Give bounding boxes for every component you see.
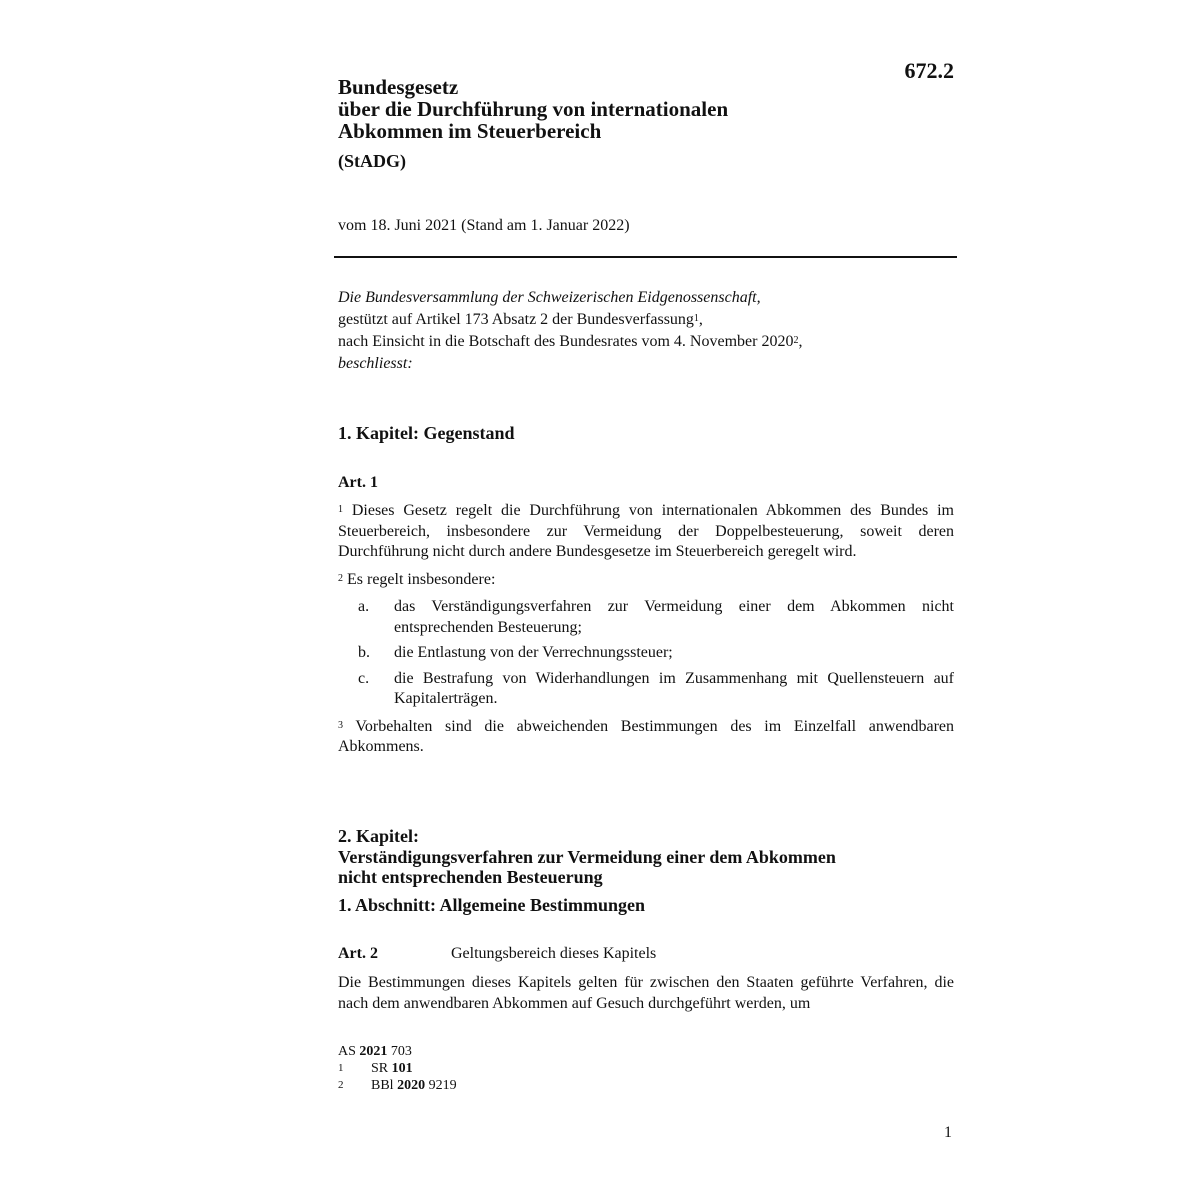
footnote-2: 2 BBl 2020 9219 (338, 1078, 457, 1093)
list-item: a. das Verständigungsverfahren zur Vermeidung einer dem Abkommen nicht entsprechenden Besteuerung; (358, 598, 954, 636)
preamble-decides: beschliesst: (338, 355, 413, 372)
law-title (338, 76, 728, 172)
preamble-basis: gestützt auf Artikel 173 Absatz 2 der Bundesverfassung$^1$, (338, 311, 703, 328)
article-1-para-1: $^1$ Dieses Gesetz regelt die Durchführung von internationalen Abkommen des Bundes im Steuerbereich, insbesondere zur Vermeidung der Doppelbesteuerung, soweit deren Durchführung nicht durch andere Bundesgesetze im Steuerbereich geregelt wird. (338, 502, 954, 560)
section-1-heading: 1. Abschnitt: Allgemeine Bestimmungen (338, 895, 646, 915)
official-collection-ref: AS 2021 703 (338, 1044, 412, 1059)
title-divider (334, 256, 957, 258)
article-2-title: Geltungsbereich dieses Kapitels (451, 945, 657, 962)
article-2-label: Art. 2 (338, 945, 378, 962)
footnote-ref-2[interactable]: 2 (793, 335, 799, 346)
chapter-1-heading: 1. Kapitel: Gegenstand (338, 423, 515, 443)
preamble-assembly: Die Bundesversammlung der Schweizerischen Eidgenossenschaft, (338, 289, 761, 306)
list-item: b. die Entlastung von der Verrechnungssteuer; (358, 644, 673, 661)
title-line-2: über die Durchführung von internationalen (338, 97, 729, 121)
enactment-date: vom 18. Juni 2021 (Stand am 1. Januar 2022) (338, 217, 630, 234)
preamble-message: nach Einsicht in die Botschaft des Bundesrates vom 4. November 2020$^2$, (338, 333, 803, 350)
title-abbreviation: (StADG) (338, 151, 406, 171)
article-1-label: Art. 1 (338, 474, 378, 491)
footnote-1: 1 SR 101 (338, 1061, 413, 1076)
title-line-1: Bundesgesetz (338, 75, 459, 99)
page-number: 1 (944, 1124, 952, 1141)
title-line-3: Abkommen im Steuerbereich (338, 119, 602, 143)
preamble (338, 288, 958, 376)
list-item: c. die Bestrafung von Widerhandlungen im Zusammenhang mit Quellensteuern auf Kapitalerträgen. (358, 669, 954, 707)
article-1-body (338, 501, 954, 765)
article-1-list (338, 597, 954, 710)
article-1-para-3: $^3$ Vorbehalten sind die abweichenden Bestimmungen des im Einzelfall anwendbaren Abkommens. (338, 717, 954, 755)
article-2-body: Die Bestimmungen dieses Kapitels gelten für zwischen den Staaten geführte Verfahren, die nach dem anwendbaren Abkommen auf Gesuch durchgeführt werden, um (338, 974, 954, 1012)
footnote-ref-1[interactable]: 1 (693, 313, 699, 324)
footnotes (338, 1043, 457, 1094)
sr-number: 672.2 (904, 58, 954, 83)
chapter-2-heading: 2. Kapitel: Verständigungsverfahren zur Vermeidung einer dem Abkommen nicht entsprechenden Besteuerung (338, 826, 836, 887)
article-1-para-2: $^2$ Es regelt insbesondere: (338, 570, 496, 588)
article-2-header (338, 945, 656, 963)
